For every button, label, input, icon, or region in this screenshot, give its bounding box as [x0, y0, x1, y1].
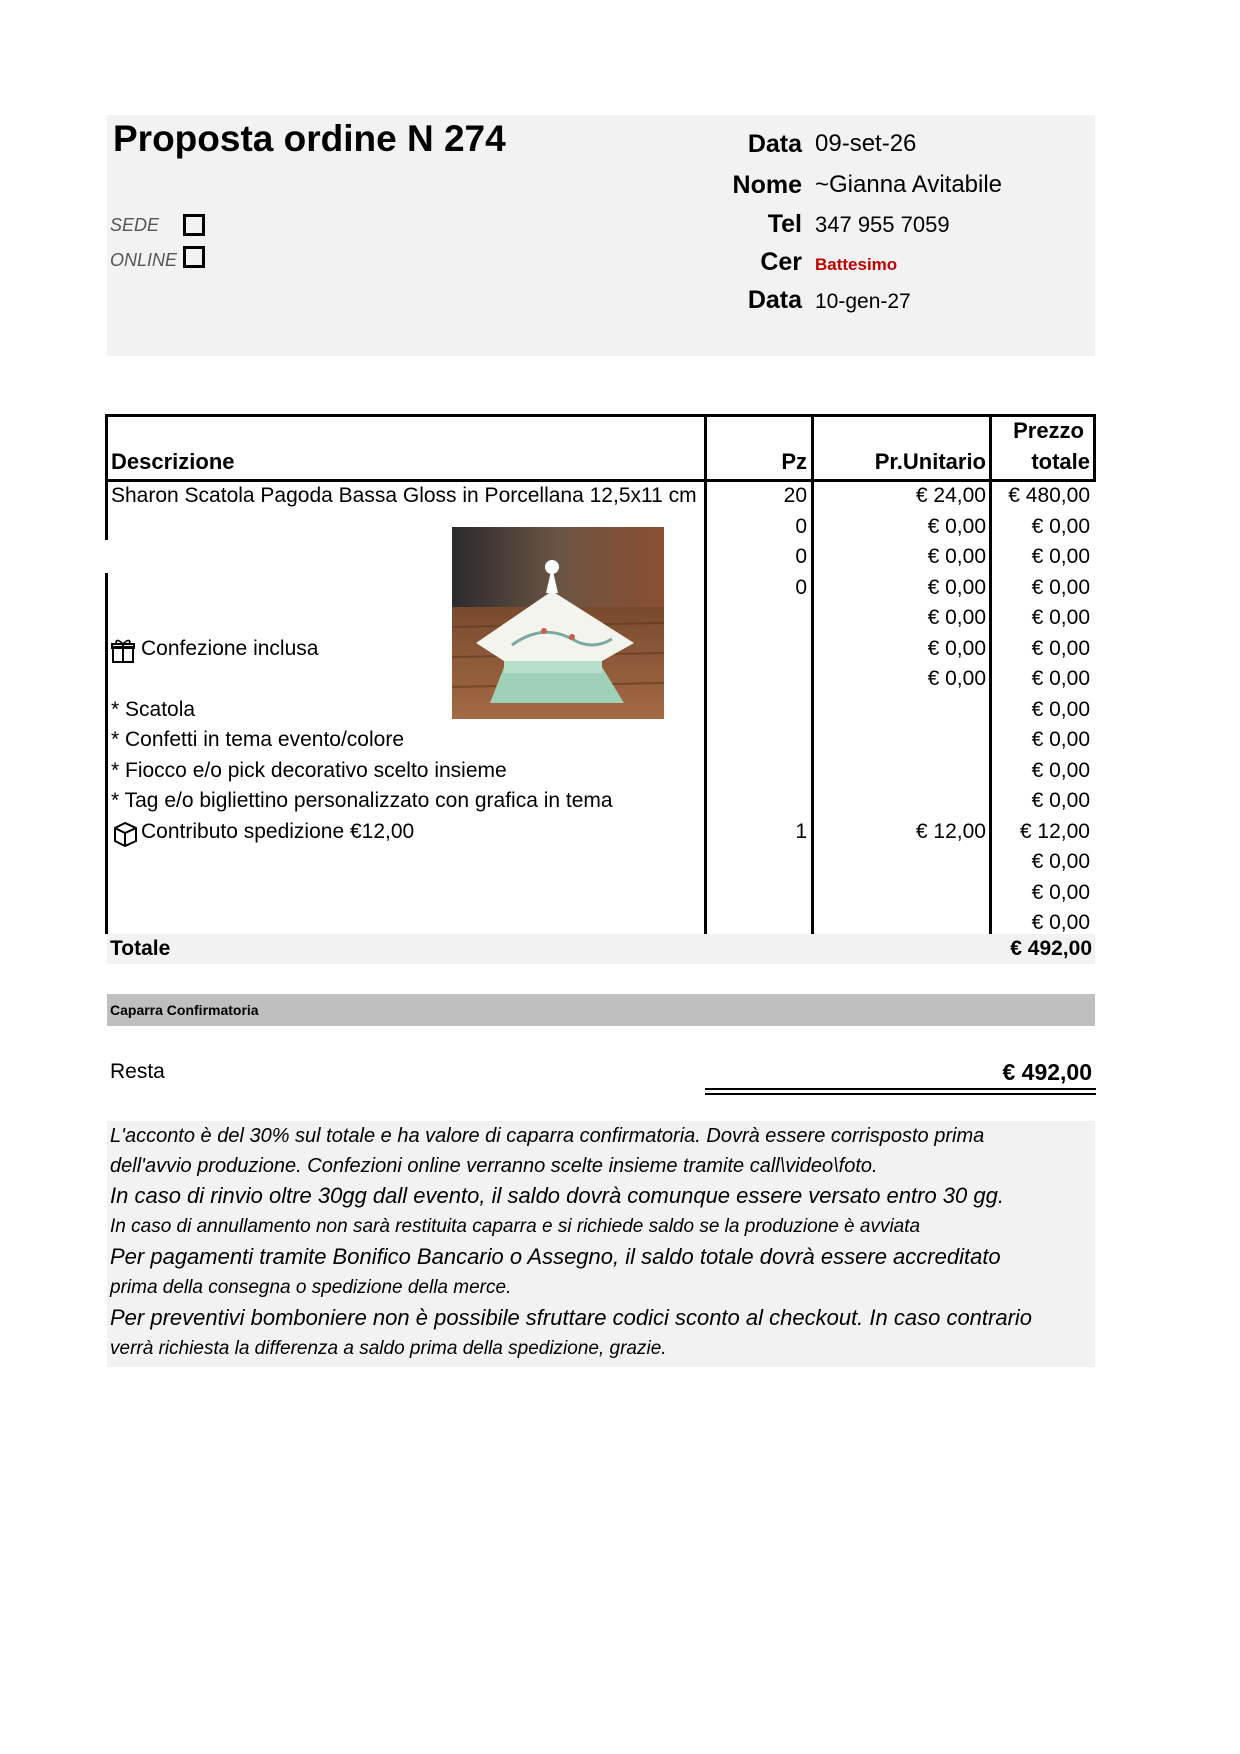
row-description: * Confetti in tema evento/colore [111, 728, 404, 751]
row-quantity: 20 [783, 484, 807, 507]
total-value: € 492,00 [1010, 937, 1092, 960]
row-total-price: € 0,00 [1031, 667, 1090, 690]
resta-value: € 492,00 [1002, 1059, 1092, 1085]
terms-note-line: dell'avvio produzione. Confezioni online verranno scelte insieme tramite call\video\foto. [110, 1155, 878, 1177]
cer-value: Battesimo [815, 255, 898, 274]
row-total-price: € 0,00 [1031, 758, 1090, 782]
row-total-price: € 0,00 [1031, 697, 1090, 721]
resta-underline-2 [705, 1093, 1096, 1095]
box-icon [111, 821, 139, 853]
row-unit-price: € 0,00 [927, 636, 986, 660]
terms-note-line: Per preventivi bomboniere non è possibile sfruttare codici sconto al checkout. In caso contrario [110, 1305, 1033, 1330]
row-unit-price: € 0,00 [927, 514, 986, 538]
row-total-price: € 0,00 [1031, 575, 1090, 599]
header-pz: Pz [781, 449, 807, 474]
row-quantity: 0 [795, 545, 807, 568]
table-right-border [1093, 414, 1096, 482]
terms-note-line: In caso di annullamento non sarà restituita caparra e si richiede saldo se la produzione è avviata [110, 1216, 921, 1237]
row-total-price: € 12,00 [1019, 819, 1090, 843]
header-descrizione: Descrizione [111, 449, 235, 474]
sede-checkbox[interactable] [183, 214, 205, 236]
header-totale: totale [1031, 449, 1090, 474]
gift-icon [111, 638, 135, 670]
cer-label: Cer [760, 248, 802, 276]
tel-value: 347 955 7059 [815, 212, 950, 237]
row-unit-price: € 0,00 [927, 606, 986, 629]
data2-label: Data [747, 286, 802, 314]
row-total-price: € 480,00 [1008, 484, 1090, 507]
row-total-price: € 0,00 [1031, 514, 1090, 538]
row-quantity: 0 [795, 514, 807, 538]
total-label: Totale [110, 937, 171, 960]
table-header-border [105, 479, 1096, 482]
row-description: * Tag e/o bigliettino personalizzato con grafica in tema [111, 789, 613, 812]
nome-label: Nome [732, 171, 802, 199]
nome-value: ~Gianna Avitabile [815, 171, 1003, 198]
row-description: * Fiocco e/o pick decorativo scelto insieme [111, 758, 507, 782]
product-photo [452, 527, 664, 719]
row-total-price: € 0,00 [1031, 789, 1090, 812]
row-total-price: € 0,00 [1031, 911, 1090, 934]
row-total-price: € 0,00 [1031, 606, 1090, 629]
header-unitario: Pr.Unitario [874, 449, 986, 474]
option-online-label: ONLINE [110, 250, 178, 270]
caparra-label: Caparra Confirmatoria [110, 1002, 259, 1018]
row-unit-price: € 0,00 [927, 545, 986, 568]
resta-underline-1 [705, 1088, 1096, 1090]
row-description: * Scatola [111, 697, 196, 721]
row-total-price: € 0,00 [1031, 636, 1090, 660]
row-quantity: 1 [795, 819, 807, 843]
data2-value: 10-gen-27 [815, 290, 911, 313]
table-left-border-2 [105, 573, 108, 934]
row-total-price: € 0,00 [1031, 850, 1090, 873]
row-total-price: € 0,00 [1031, 728, 1090, 751]
row-unit-price: € 12,00 [915, 819, 986, 843]
data-value: 09-set-26 [815, 130, 917, 157]
table-top-border [105, 414, 1096, 417]
row-unit-price: € 0,00 [927, 575, 986, 599]
terms-note-line: L'acconto è del 30% sul totale e ha valore di caparra confirmatoria. Dovrà essere corrisposto prima [110, 1125, 985, 1147]
row-description: Contributo spedizione €12,00 [141, 819, 415, 843]
data-label: Data [747, 130, 802, 158]
online-checkbox[interactable] [183, 246, 205, 268]
row-unit-price: € 24,00 [915, 484, 986, 507]
terms-note-line: Per pagamenti tramite Bonifico Bancario o Assegno, il saldo totale dovrà essere accreditato [110, 1244, 1001, 1269]
resta-label: Resta [110, 1060, 165, 1083]
row-description: Sharon Scatola Pagoda Bassa Gloss in Porcellana 12,5x11 cm [111, 484, 697, 507]
row-unit-price: € 0,00 [927, 667, 986, 690]
row-description: Confezione inclusa [141, 636, 319, 660]
header-prezzo: Prezzo [1013, 418, 1084, 443]
row-total-price: € 0,00 [1031, 545, 1090, 568]
page-title: Proposta ordine N 274 [113, 118, 506, 159]
table-left-border-1 [105, 414, 108, 540]
total-bar [107, 934, 1095, 964]
row-total-price: € 0,00 [1031, 880, 1090, 904]
terms-note-line: verrà richiesta la differenza a saldo prima della spedizione, grazie. [110, 1338, 667, 1359]
option-sede-label: SEDE [110, 215, 160, 235]
row-quantity: 0 [795, 575, 807, 599]
terms-note-line: In caso di rinvio oltre 30gg dall evento, il saldo dovrà comunque essere versato entro 30 gg. [110, 1183, 1004, 1208]
terms-note-line: prima della consegna o spedizione della merce. [110, 1277, 512, 1298]
tel-label: Tel [767, 210, 802, 238]
